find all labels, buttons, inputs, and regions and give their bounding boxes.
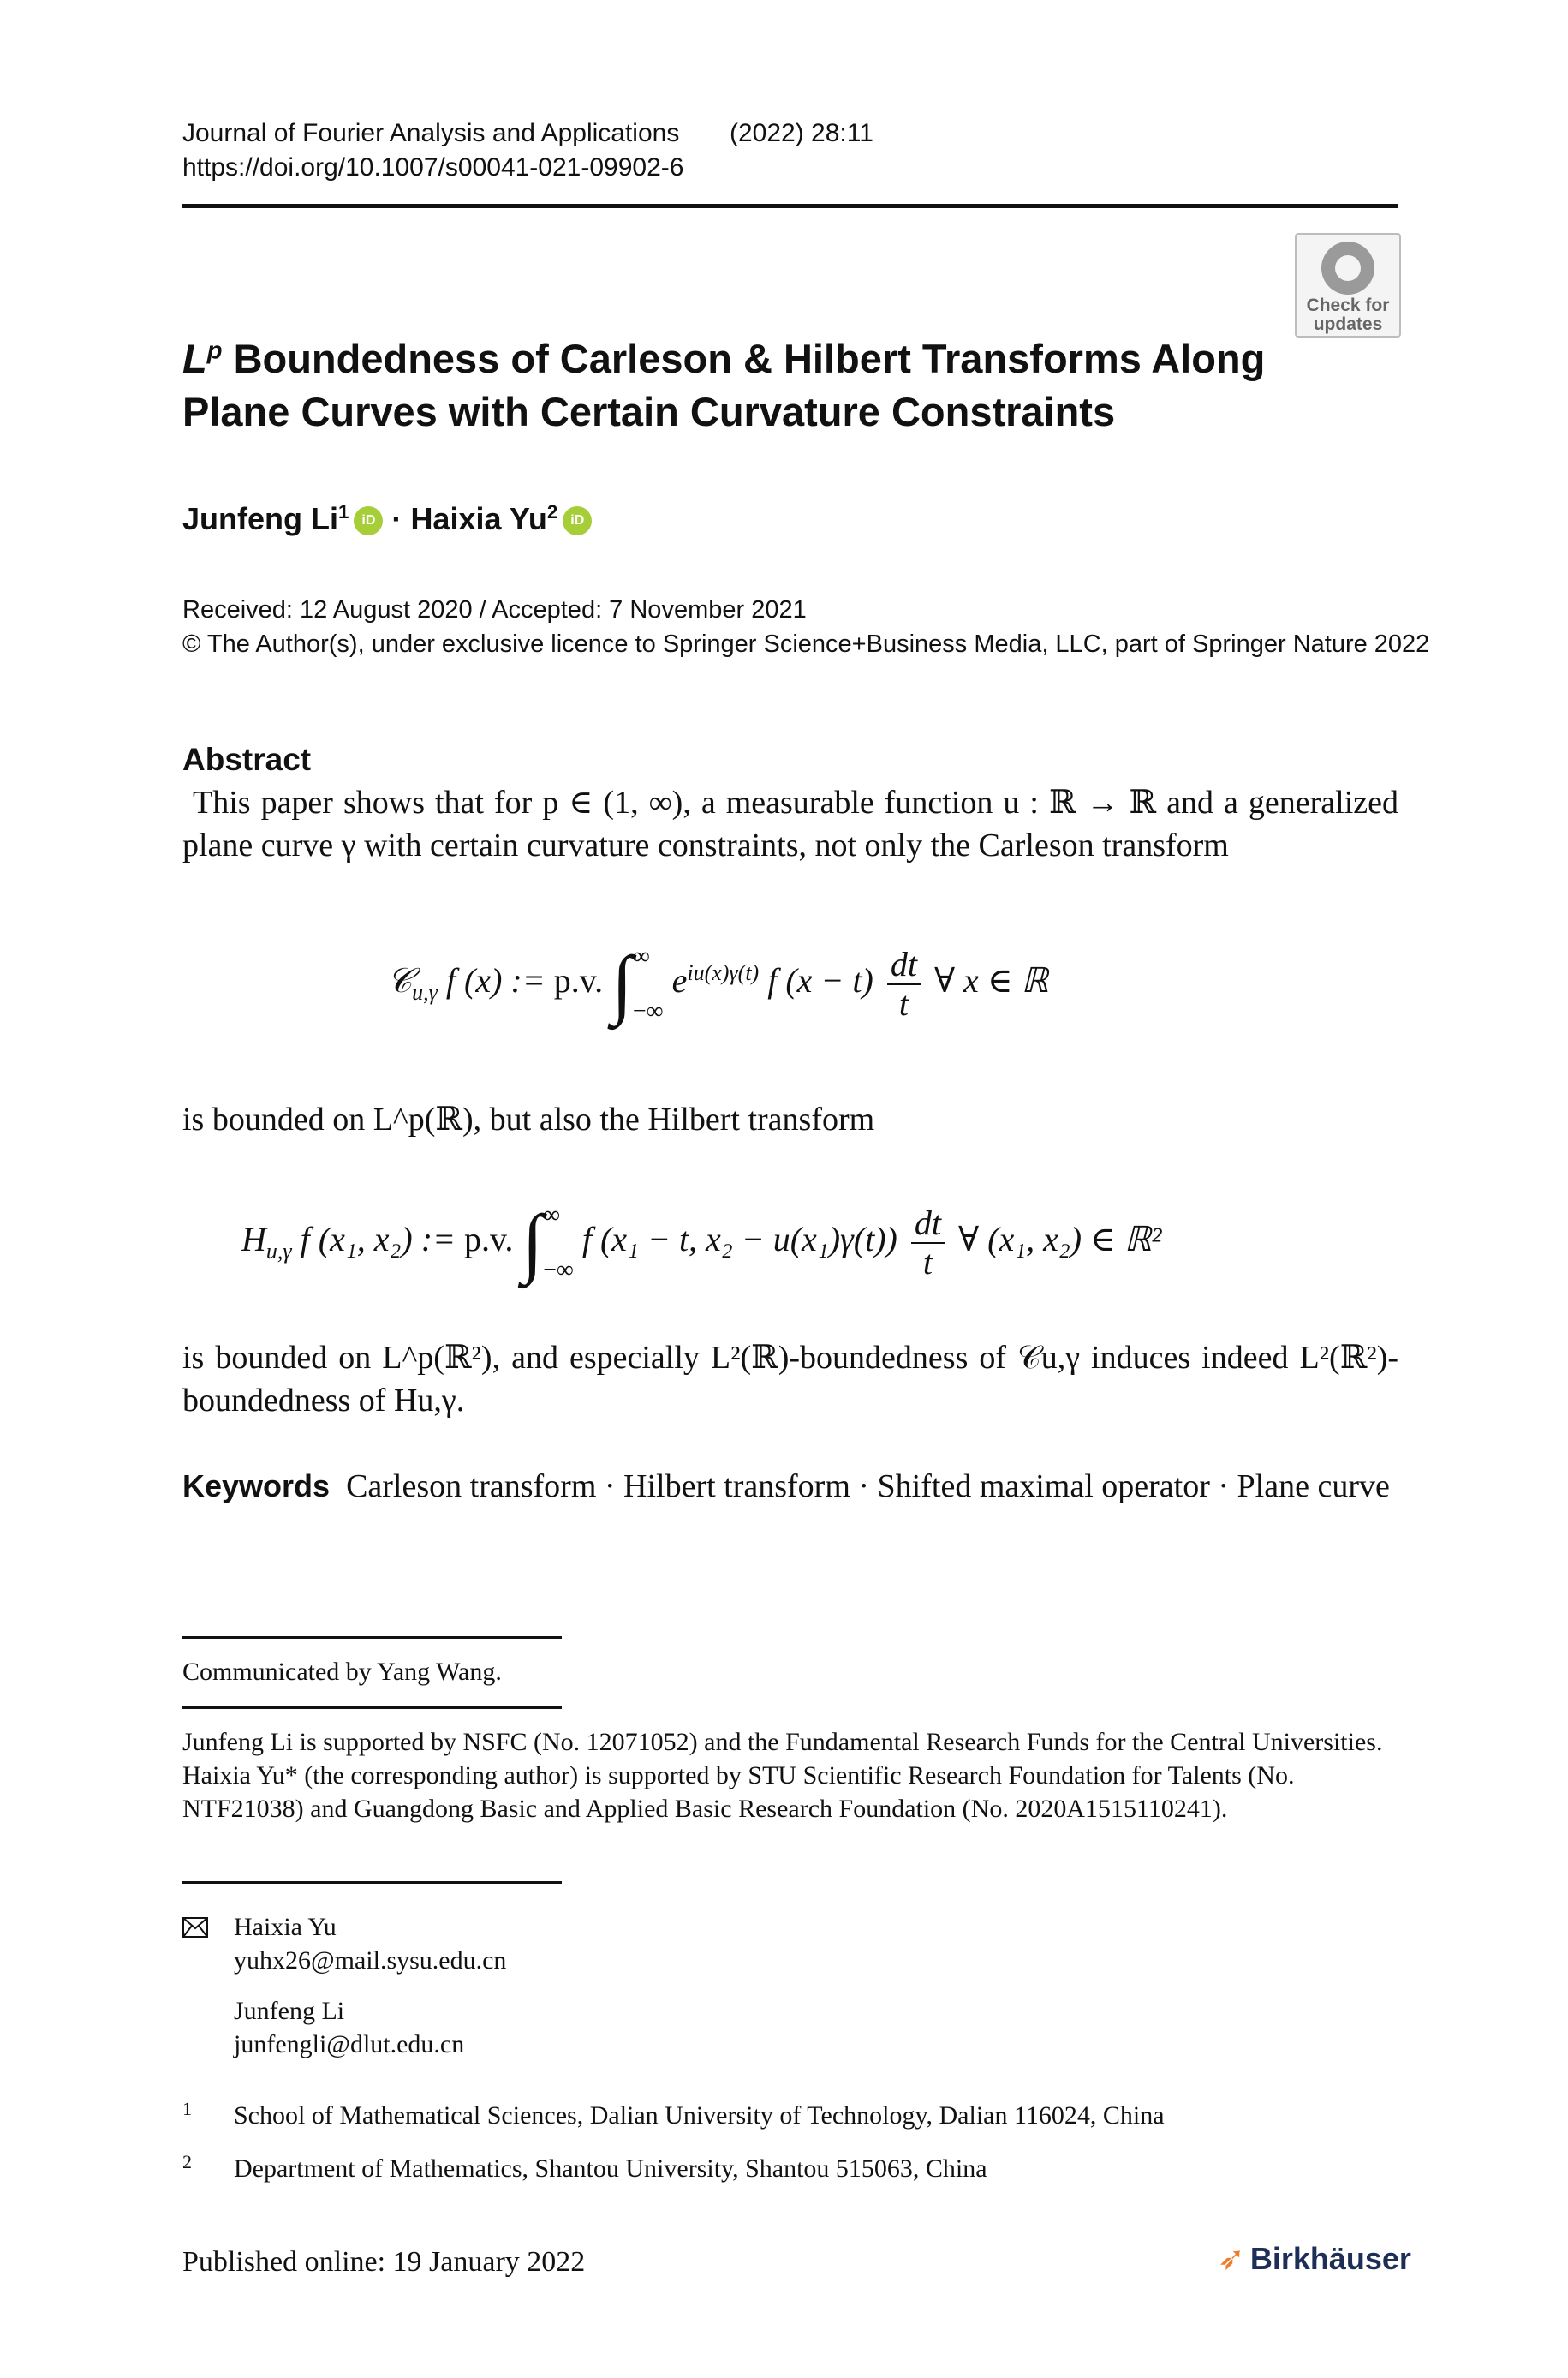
eq2-mid: f (x₁ − t, x₂ − u(x₁)γ(t)) <box>581 1220 906 1259</box>
affil-text: School of Mathematical Sciences, Dalian University of Technology, Dalian 116024, China <box>234 2101 1165 2130</box>
title-line-2: Plane Curves with Certain Curvature Constraints <box>182 389 1116 434</box>
footnote-rule <box>182 1881 562 1884</box>
funding-note: Junfeng Li is supported by NSFC (No. 12071052) and the Fundamental Research Funds for the Central Universities. Haixia Yu* (the corresponding author) is supported by STU Scientific Research Foundation for Talents (No. NTF21038) and Guangdong Basic and Applied Basic Research Foundation (No. 2020A1515110241). <box>182 1728 1383 1823</box>
crossmark-icon <box>1321 242 1374 295</box>
eq1-exp: iu(x)γ(t) <box>687 959 760 985</box>
copyright-line: © The Author(s), under exclusive licence to Springer Science+Business Media, LLC, part of Springer Nature 2022 <box>182 630 1430 658</box>
eq2-fraction <box>911 1204 945 1282</box>
hilbert-equation <box>241 1200 1162 1285</box>
communicated-by: Communicated by Yang Wang. <box>182 1658 502 1686</box>
eq2-lhs: H <box>241 1220 266 1259</box>
doi-link[interactable]: https://doi.org/10.1007/s00041-021-09902-6 <box>182 153 684 182</box>
eq2-pv: p.v. <box>464 1220 514 1259</box>
title-lead: L <box>182 336 207 381</box>
published-online: Published online: 19 January 2022 <box>182 2246 586 2278</box>
eq1-lhs-rest: f (x) := <box>437 961 554 1001</box>
eq2-num: dt <box>911 1204 945 1244</box>
eq2-den: t <box>922 1243 933 1282</box>
integral-sign: ∫ <box>611 941 633 1026</box>
paper-title <box>182 332 1279 439</box>
contact-2 <box>234 1994 464 2061</box>
crossmark-line1: Check for <box>1306 296 1390 315</box>
eq1-tail: ∀ x ∈ ℝ <box>933 961 1049 1001</box>
author-name: Junfeng Li <box>182 501 338 536</box>
keywords-block <box>182 1465 1398 1508</box>
eq1-den: t <box>898 984 909 1023</box>
eq1-exp-base: e <box>671 961 688 1001</box>
eq1-num: dt <box>887 946 921 985</box>
contact-name: Haixia Yu <box>234 1913 337 1941</box>
footnote-rule <box>182 1636 562 1639</box>
author-separator: · <box>391 501 402 536</box>
journal-volume: (2022) 28:11 <box>730 119 873 147</box>
contact-name: Junfeng Li <box>234 1997 345 2025</box>
author-affil: 1 <box>338 501 349 523</box>
affil-number: 1 <box>182 2098 192 2119</box>
orcid-icon[interactable]: iD <box>563 506 592 535</box>
footnote-rule <box>182 1706 562 1709</box>
eq1-limits <box>633 944 664 1025</box>
eq1-lower: −∞ <box>632 998 664 1025</box>
contact-email[interactable]: junfengli@dlut.edu.cn <box>234 2030 465 2058</box>
publisher-name: Birkhäuser <box>1249 2241 1411 2276</box>
envelope-icon <box>182 1910 217 1946</box>
contact-email[interactable]: yuhx26@mail.sysu.edu.cn <box>234 1946 507 1975</box>
integral-sign: ∫ <box>522 1200 544 1285</box>
carleson-equation <box>387 941 1049 1026</box>
check-for-updates-badge[interactable] <box>1295 233 1401 338</box>
eq1-pv: p.v. <box>553 961 604 1001</box>
contact-1 <box>234 1910 506 1977</box>
header-rule <box>182 204 1398 208</box>
eq1-mid: f (x − t) <box>759 961 882 1001</box>
author-list <box>182 495 600 543</box>
keywords-text: Carleson transform · Hilbert transform · Shifted maximal operator · Plane curve <box>346 1468 1390 1504</box>
eq1-lhs-sub: u,γ <box>412 980 438 1006</box>
abstract-heading: Abstract <box>182 742 312 777</box>
keywords-label: Keywords <box>182 1468 331 1503</box>
birkhauser-bird-icon: ➶ <box>1218 2241 1245 2277</box>
eq2-lhs-rest: f (x₁, x₂) := <box>291 1220 465 1259</box>
affil-number: 2 <box>182 2151 192 2172</box>
eq1-upper: ∞ <box>632 943 650 970</box>
received-accepted: Received: 12 August 2020 / Accepted: 7 November 2021 <box>182 596 807 624</box>
eq2-lower: −∞ <box>543 1257 574 1283</box>
crossmark-line2: updates <box>1313 314 1383 334</box>
title-line-1 <box>182 332 1279 385</box>
journal-name: Journal of Fourier Analysis and Applications <box>182 119 680 147</box>
author-name: Haixia Yu <box>410 501 547 536</box>
dates-block <box>182 593 1429 661</box>
abstract-paragraph-3: is bounded on L^p(ℝ²), and especially L²(ℝ)-boundedness of 𝒞u,γ induces indeed L²(ℝ²)-boundedness of Hu,γ. <box>182 1340 1398 1419</box>
eq2-limits <box>543 1203 574 1283</box>
abstract-paragraph-2: is bounded on L^p(ℝ), but also the Hilbert transform <box>182 1102 875 1138</box>
publisher-logo <box>1218 2239 1411 2279</box>
eq2-lhs-sub: u,γ <box>265 1239 292 1264</box>
eq1-lhs: 𝒞 <box>387 961 413 1001</box>
eq1-fraction <box>887 946 921 1023</box>
title-line1-rest: Boundedness of Carleson & Hilbert Transforms Along <box>222 336 1266 381</box>
eq2-upper: ∞ <box>543 1202 561 1228</box>
affil-text: Department of Mathematics, Shantou University, Shantou 515063, China <box>234 2154 987 2183</box>
eq2-tail: ∀ (x₁, x₂) ∈ ℝ² <box>957 1220 1162 1259</box>
orcid-icon[interactable]: iD <box>354 506 383 535</box>
author-affil: 2 <box>546 501 558 523</box>
abstract-paragraph-1: This paper shows that for p ∈ (1, ∞), a measurable function u : ℝ → ℝ and a generalized plane curve γ with certain curvature constraints, not only the Carleson transform <box>182 785 1398 863</box>
title-lead-sup: p <box>206 337 223 365</box>
